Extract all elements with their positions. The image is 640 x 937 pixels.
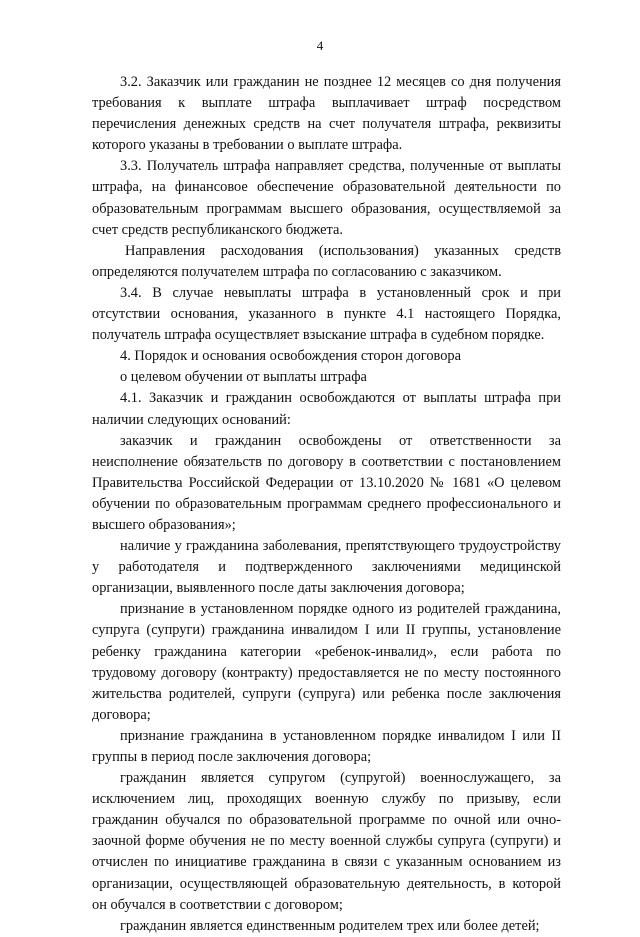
paragraph-4-1: 4.1. Заказчик и гражданин освобождаются от выплаты штрафа при наличии следующих оснований: bbox=[92, 390, 561, 428]
paragraph-3-2: 3.2. Заказчик или гражданин не позднее 12 месяцев со дня получения требования к выплате штрафа выплачивает штраф посредством перечисления денежных средств на счет получателя штрафа, реквизиты которого указаны в требовании о выплате штрафа. bbox=[92, 74, 561, 154]
page-number: 4 bbox=[316, 38, 324, 53]
section-title-line-1: 4. Порядок и основания освобождения сторон договора bbox=[120, 348, 462, 365]
paragraph-3-4: 3.4. В случае невыплаты штрафа в установленный срок и при отсутствии основания, указанного в пункте 4.1 настоящего Порядка, получатель штрафа осуществляет взыскание штрафа в судебном порядке. bbox=[92, 284, 561, 344]
document-body bbox=[92, 72, 561, 937]
list-item-citizen-disability: признание гражданина в установленном порядке инвалидом I или II группы в период после заключения договора; bbox=[92, 727, 561, 765]
paragraph-funds-direction: Направления расходования (использования) указанных средств определяются получателем штрафа по согласованию с заказчиком. bbox=[92, 242, 561, 280]
section-title bbox=[92, 346, 561, 388]
section-title-line-2: о целевом обучении от выплаты штрафа bbox=[120, 369, 367, 386]
paragraph-3-3: 3.3. Получатель штрафа направляет средства, полученные от выплаты штрафа, на финансовое обеспечение образовательной деятельности по образовательным программам высшего образования, осуществляемой за счет средств республиканского бюджета. bbox=[92, 158, 561, 238]
list-item-liability-release: заказчик и гражданин освобождены от ответственности за неисполнение обязательств по договору в соответствии с постановлением Правительства Российской Федерации от 13.10.2020 № 1681 «О целевом обучении по образовательным программам среднего профессионального и высшего образования»; bbox=[92, 432, 561, 533]
list-item-illness: наличие у гражданина заболевания, препятствующего трудоустройству у работодателя и подтвержденного заключениями медицинской организации, выявленного после даты заключения договора; bbox=[92, 538, 561, 597]
list-item-single-parent: гражданин является единственным родителем трех или более детей; bbox=[120, 917, 540, 934]
list-item-military-spouse: гражданин является супругом (супругой) военнослужащего, за исключением лиц, проходящих военную службу по призыву, если гражданин обучался по образовательной программе по очной или очно-заочной форме обучения не по месту военной службы супруга (супруги) и отчислен по инициативе гражданина в связи с указанным основанием из организации, осуществляющей образовательную деятельность, в которой он обучался в соответствии с договором; bbox=[92, 770, 561, 913]
list-item-relative-disability: признание в установленном порядке одного из родителей гражданина, супруга (супруги) гражданина инвалидом I или II группы, установление ребенку гражданина категории «ребенок-инвалид», если работа по трудовому договору (контракту) предоставляется не по месту постоянного жительства родителей, супруги (супруга) или ребенка после заключения договора; bbox=[92, 601, 561, 723]
